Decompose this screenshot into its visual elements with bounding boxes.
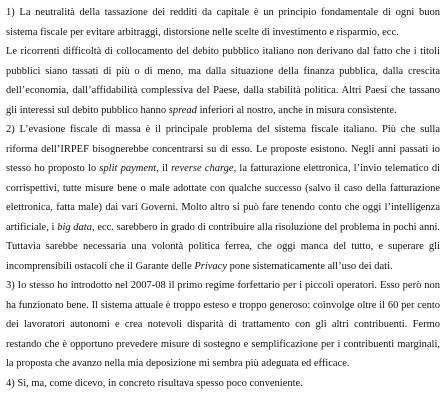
paragraph-3-italic-big-data: big data	[57, 221, 92, 233]
paragraph-5-text: 4) Sì, ma, come dicevo, in concreto risultava spesso poco conveniente.	[6, 377, 303, 389]
paragraph-4-text: 3) Io stesso ho introdotto nel 2007-08 il primo regime forfettario per i piccoli operatori. Esso però non ha funzionato bene. Il sistema attuale è troppo esteso e troppo generoso: coinvolge oltre il 60 per cento dei lavoratori autonomi e crea notevoli disparità di trattamento con gli altri contribuenti. Fermo restando che è opportuno prevedere misure di sostegno e semplificazione per i contribuenti marginali, la proposta che avanzo nella mia deposizione mi sembra più adeguata ed efficace.	[6, 280, 440, 369]
paragraph-3-italic-split-payment: split payment	[99, 163, 157, 174]
paragraph-3-italic-privacy: Privacy	[194, 260, 228, 272]
paragraph-4	[6, 276, 440, 374]
paragraph-3-text-e: pone sistematicamente all’uso dei dati.	[227, 260, 393, 272]
paragraph-2-text-a: Le ricorrenti difficoltà di collocamento del debito pubblico italiano non derivano dal fatto che i titoli pubblici siano tassati di più o di meno, ma dalla situazione della finanza pubblica, dalla crescita dell’economia, dall’affidabilità complessiva del Paese, dalla stabilità politica. Altri Paesi che tassano gli interessi sul debito pubblico hanno	[6, 46, 440, 116]
paragraph-5	[6, 374, 440, 394]
paragraph-3	[6, 120, 440, 276]
paragraph-2	[6, 42, 440, 120]
paragraph-2-italic-spread: spread	[168, 104, 197, 116]
paragraph-3-text-b: , il	[156, 163, 172, 174]
paragraph-3-text-c: , la fatturazione elettronica, l’invio telematico di corrispettivi, tutte misure bene o male adottate con qualche successo (salvo il caso della fatturazione elettronica, fatta male) dai vari Governi. Molto altro si può fare tenendo conto che oggi l’intelligenza artificiale, i	[6, 163, 440, 233]
paragraph-3-text-a: 2) L’evasione fiscale di massa è il principale problema del sistema fiscale italiano. Più che sulla riforma dell’IRPEF bisognerebbe concentrarsi su di esso. Le proposte esistono. Negli anni passati io stesso ho proposto lo	[6, 124, 440, 174]
paragraph-3-italic-reverse-charge: reverse charge	[171, 163, 234, 174]
paragraph-2-text-b: inferiori al nostro, anche in misura consistente.	[196, 104, 397, 116]
paragraph-3-text-d: , ecc. sarebbero in grado di contribuire alla risoluzione del problema in pochi anni. Tuttavia sarebbe necessaria una volontà politica ferrea, che oggi manca del tutto, e superare gli incomprensibili ostacoli che il Garante delle	[6, 221, 440, 272]
paragraph-1	[6, 3, 440, 42]
paragraph-1-text: 1) La neutralità della tassazione dei redditi da capitale è un principio fondamentale di ogni buon sistema fiscale per evitare arbitraggi, distorsione nelle scelte di investimento e risparmio, ecc.	[6, 7, 440, 38]
